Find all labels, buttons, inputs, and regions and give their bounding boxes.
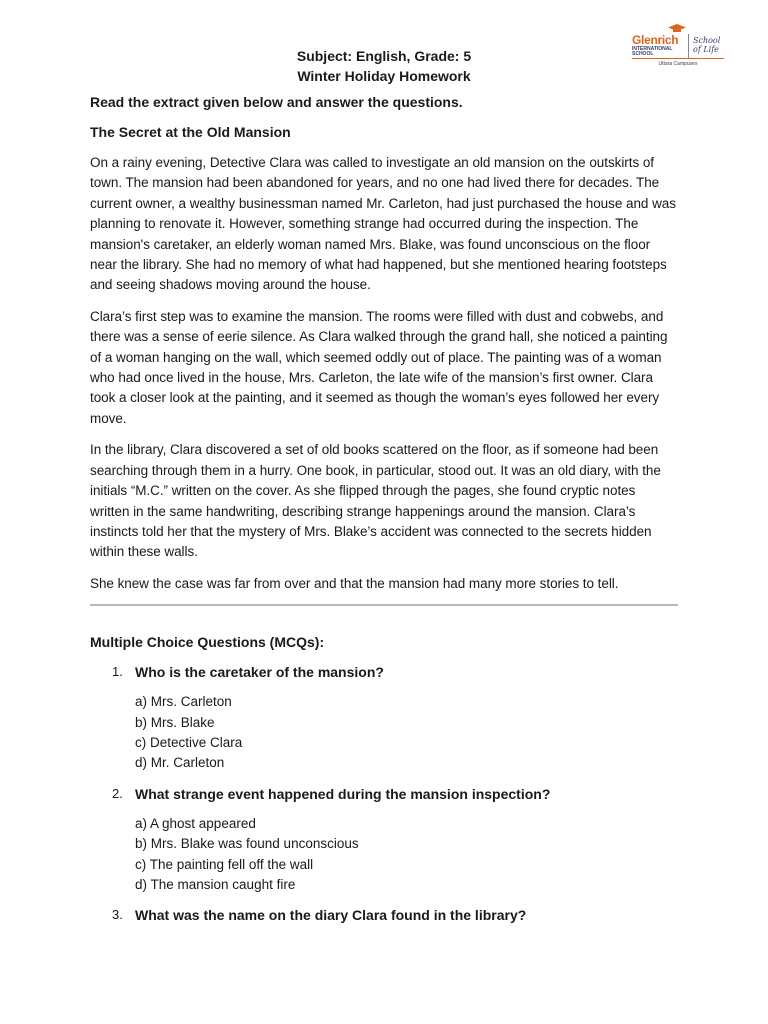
- option: c) The painting fell off the wall: [135, 856, 314, 872]
- question-number: 1.: [112, 664, 123, 680]
- question-1: [90, 662, 678, 774]
- mcq-heading: Multiple Choice Questions (MCQs):: [90, 634, 325, 651]
- story-title: The Secret at the Old Mansion: [90, 124, 291, 140]
- logo-brand: Glenrich: [632, 33, 679, 47]
- question-number: 3.: [112, 907, 123, 923]
- option: c) Detective Clara: [135, 734, 243, 750]
- option: b) Mrs. Blake: [135, 714, 215, 730]
- question-2: [90, 784, 678, 896]
- option: d) The mansion caught fire: [135, 876, 296, 892]
- logo-subtitle: INTERNATIONAL SCHOOL: [632, 46, 673, 57]
- document-body: [90, 92, 678, 925]
- story-paragraph: Clara’s first step was to examine the mansion. The rooms were filled with dust and cobwebs, and there was a sense of eerie silence. As Clara walked through the grand hall, she noticed a painting of a woman hanging on the wall, which seemed oddly out of place. The painting was of a woman who had once lived in the house, Mrs. Carleton, the late wife of the mansion’s first owner. Clara took a closer look at the painting, and it seemed as though the woman’s eyes followed her every move.: [90, 308, 668, 426]
- options-list: [135, 692, 678, 774]
- logo-campus: Uttara Campuses: [658, 61, 698, 67]
- story-paragraph: In the library, Clara discovered a set of old books scattered on the floor, as if someone had been searching through them in a hurry. One book, in particular, stood out. It was an old diary, with the initials “M.C.” written on the cover. As she flipped through the pages, she found cryptic notes written in the same handwriting, describing strange happenings around the mansion. Clara’s instincts told her that the mystery of Mrs. Blake’s accident was connected to the secrets hidden within these walls.: [90, 442, 661, 560]
- option: b) Mrs. Blake was found unconscious: [135, 836, 359, 852]
- story-paragraph: She knew the case was far from over and that the mansion had many more stories to tell.: [90, 575, 619, 591]
- question-number: 2.: [112, 785, 123, 801]
- question-text: What was the name on the diary Clara found in the library?: [135, 907, 527, 924]
- subject-line: Subject: English, Grade: 5: [296, 48, 472, 64]
- section-divider: [90, 604, 678, 606]
- question-text: What strange event happened during the mansion inspection?: [135, 785, 551, 802]
- question-3: [90, 905, 678, 925]
- question-text: Who is the caretaker of the mansion?: [135, 664, 384, 681]
- instruction: Read the extract given below and answer the questions.: [90, 94, 463, 110]
- options-list: [135, 814, 678, 896]
- document-header: [0, 46, 768, 86]
- option: a) Mrs. Carleton: [135, 694, 232, 710]
- logo-tagline: School of Life: [693, 36, 721, 54]
- story-paragraph: On a rainy evening, Detective Clara was called to investigate an old mansion on the outskirts of town. The mansion had been abandoned for years, and no one had lived there for decades. The current owner, a wealthy businessman named Mr. Carleton, had just purchased the house and was planning to renovate it. However, something strange had occurred during the inspection. The mansion's caretaker, an elderly woman named Mrs. Blake, was found unconscious on the floor near the library. She had no memory of what had happened, but she mentioned hearing footsteps and seeing shadows moving around the house.: [90, 155, 676, 293]
- option: a) A ghost appeared: [135, 815, 256, 831]
- homework-title: Winter Holiday Homework: [297, 68, 471, 84]
- option: d) Mr. Carleton: [135, 755, 225, 771]
